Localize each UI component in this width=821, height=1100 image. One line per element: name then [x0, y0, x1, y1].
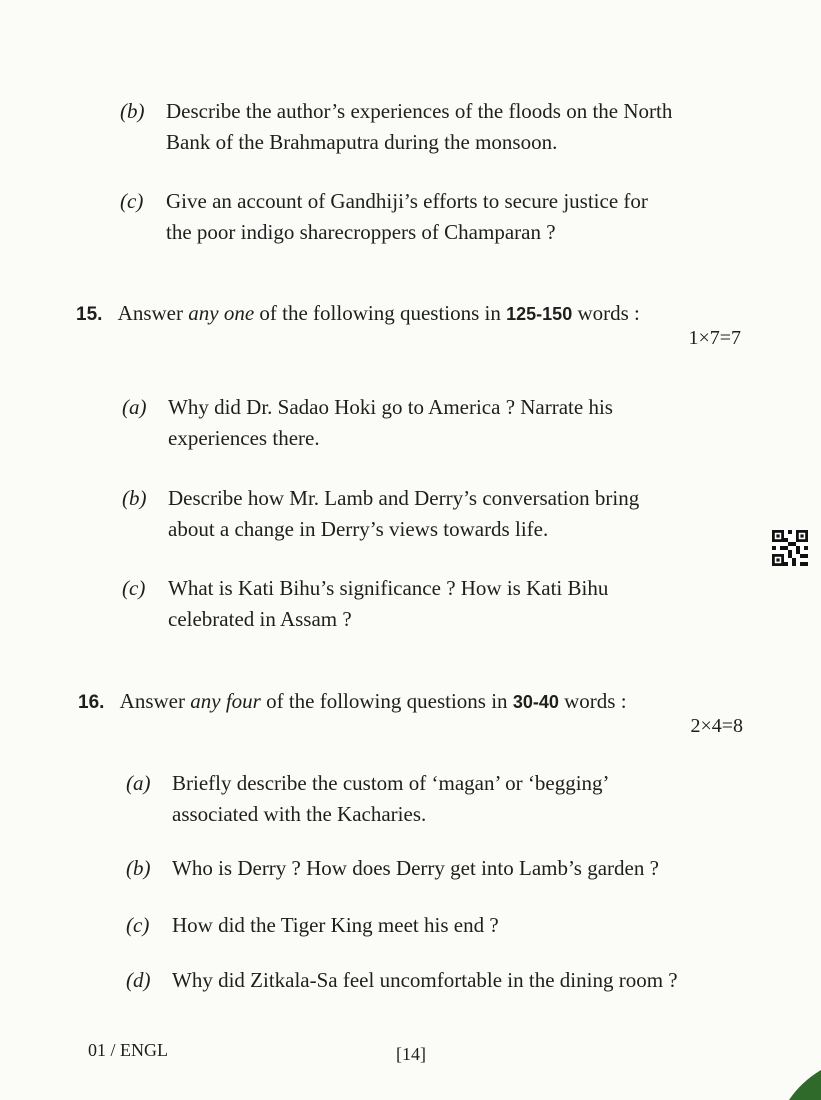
- question-label: (a): [126, 771, 151, 795]
- question-number: 15.: [76, 304, 103, 325]
- question-16-heading: 16. Answer any four of the following questions in 30-40 words :: [78, 689, 627, 713]
- question-label: (d): [126, 968, 151, 992]
- question-label: (b): [122, 486, 147, 510]
- question-14b: [120, 96, 760, 158]
- question-text: Briefly describe the custom of ‘magan’ or ‘begging’ associated with the Kacharies.: [172, 771, 610, 826]
- qr-code-icon: [772, 530, 808, 566]
- question-16c: [126, 910, 766, 941]
- page-number: [14]: [396, 1044, 426, 1064]
- question-15b: [122, 483, 762, 545]
- question-text: Why did Dr. Sadao Hoki go to America ? Narrate his experiences there.: [168, 395, 613, 450]
- question-text: Describe the author’s experiences of the floods on the North Bank of the Brahmaputra during the monsoon.: [166, 99, 673, 154]
- question-label: (c): [126, 913, 150, 937]
- question-text: Who is Derry ? How does Derry get into Lamb’s garden ?: [172, 856, 659, 880]
- question-label: (c): [122, 576, 146, 600]
- question-label: (a): [122, 395, 147, 419]
- question-text: Describe how Mr. Lamb and Derry’s conversation bring about a change in Derry’s views towards life.: [168, 486, 640, 541]
- question-label: (b): [126, 856, 151, 880]
- question-16a: [126, 768, 766, 830]
- question-16b: [126, 853, 766, 884]
- paper-code: 01 / ENGL: [88, 1040, 168, 1060]
- question-number: 16.: [78, 692, 105, 713]
- question-text: Why did Zitkala-Sa feel uncomfortable in the dining room ?: [172, 968, 678, 992]
- question-label: (b): [120, 99, 145, 123]
- question-15a: [122, 392, 762, 454]
- question-text: How did the Tiger King meet his end ?: [172, 913, 499, 937]
- question-text: What is Kati Bihu’s significance ? How is Kati Bihu celebrated in Assam ?: [168, 576, 609, 631]
- question-15c: [122, 573, 762, 635]
- page-corner-icon: [761, 1060, 821, 1100]
- question-label: (c): [120, 189, 144, 213]
- question-15-heading: 15. Answer any one of the following questions in 125-150 words :: [76, 301, 640, 325]
- question-14c: [120, 186, 760, 248]
- question-text: Give an account of Gandhiji’s efforts to secure justice for the poor indigo sharecroppers of Champaran ?: [166, 189, 648, 244]
- marks-allocation: 1×7=7: [688, 327, 741, 349]
- question-16d: [126, 965, 776, 996]
- marks-allocation: 2×4=8: [690, 715, 743, 737]
